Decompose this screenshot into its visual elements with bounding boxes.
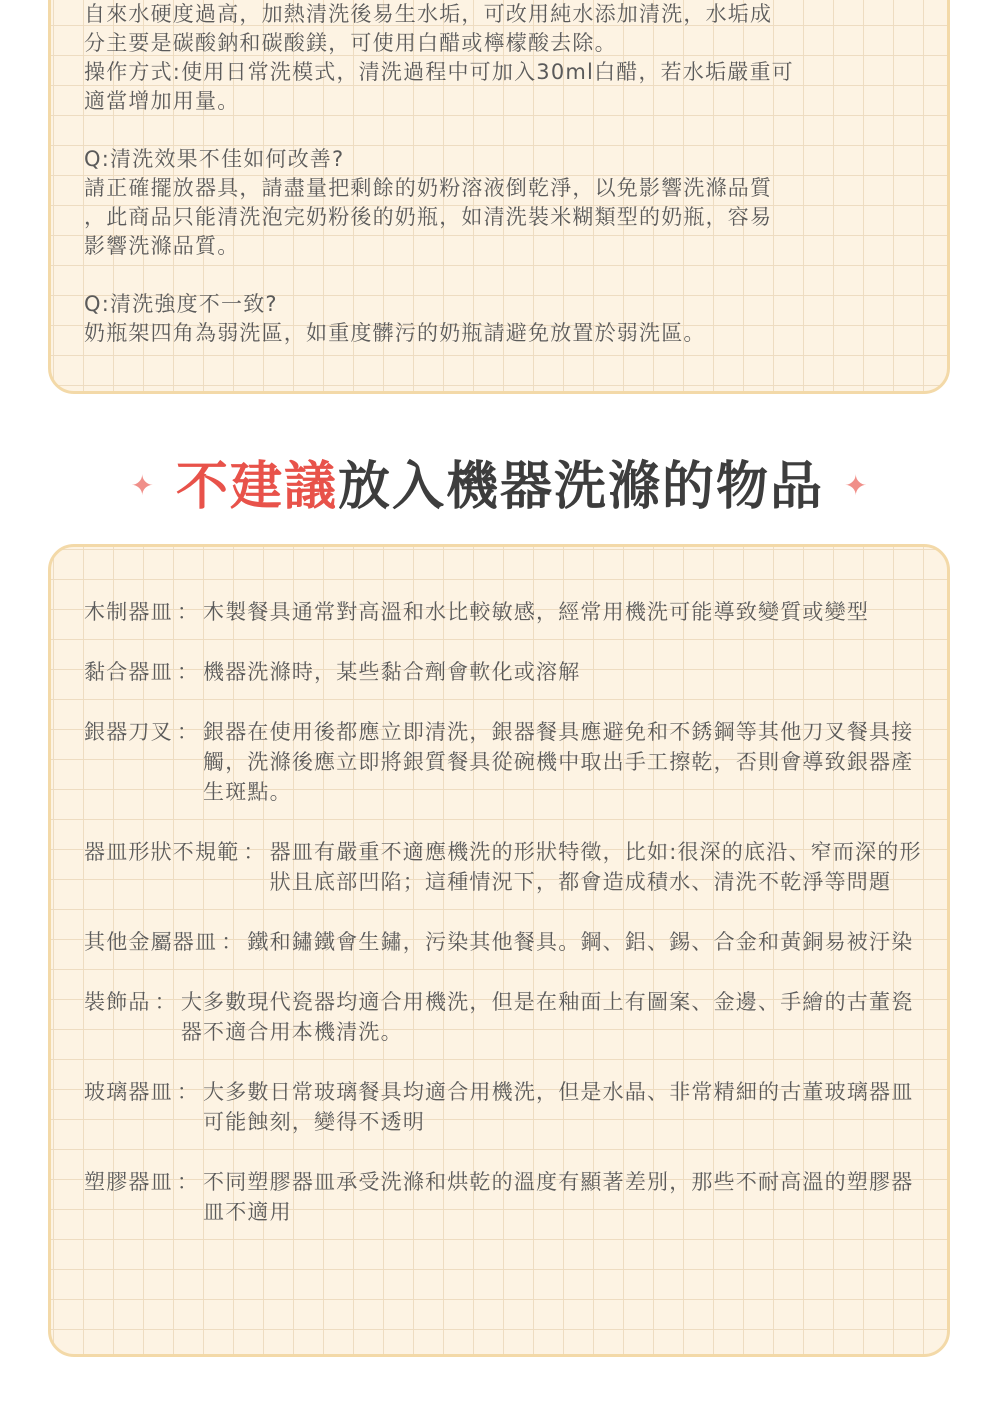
- item-label: 器皿形狀不規範: [84, 840, 240, 864]
- faq-line: 分主要是碳酸鈉和碳酸鎂，可使用白醋或檸檬酸去除。: [84, 31, 617, 55]
- list-item: [84, 597, 924, 627]
- item-description: 木製餐具通常對高溫和水比較敏感，經常用機洗可能導致變質或變型: [203, 600, 870, 624]
- item-description: 器皿有嚴重不適應機洗的形狀特徵，比如:很深的底沿、窄而深的形狀且底部凹陷；這種情況下，都會造成積水、清洗不乾淨等問題: [269, 840, 922, 894]
- item-description: 銀器在使用後都應立即清洗，銀器餐具應避免和不銹鋼等其他刀叉餐具接觸，洗滌後應立即將銀質餐具從碗機中取出手工擦乾，否則會導致銀器產生斑點。: [203, 720, 914, 804]
- sparkle-icon: ✦: [844, 469, 870, 502]
- item-label: 銀器刀叉: [84, 720, 173, 744]
- item-description: 大多數現代瓷器均適合用機洗，但是在釉面上有圖案、金邊、手繪的古董瓷器不適合用本機清洗。: [180, 990, 914, 1044]
- item-label: 裝飾品: [84, 990, 151, 1014]
- item-description: 不同塑膠器皿承受洗滌和烘乾的溫度有顯著差別，那些不耐高溫的塑膠器皿不適用: [203, 1170, 914, 1224]
- item-colon: ：: [221, 930, 244, 954]
- item-label: 其他金屬器皿: [84, 930, 218, 954]
- faq-line: 影響洗滌品質。: [84, 234, 240, 258]
- item-colon: ：: [176, 720, 200, 744]
- item-colon: ：: [154, 990, 177, 1014]
- faq-line: 自來水硬度過高，加熱清洗後易生水垢，可改用純水添加清洗，水垢成: [84, 2, 773, 26]
- list-item: [84, 837, 924, 897]
- list-item: [84, 657, 924, 687]
- faq-line: 適當增加用量。: [84, 89, 240, 113]
- heading-accent: 不建議: [175, 457, 338, 517]
- item-description: 鐵和鏽鐵會生鏽，污染其他餐具。鋼、鋁、錫、合金和黃銅易被汙染: [247, 930, 914, 954]
- item-label: 玻璃器皿: [84, 1080, 173, 1104]
- sparkle-icon: ✦: [130, 469, 156, 502]
- list-item: [84, 1077, 924, 1137]
- item-colon: ：: [176, 1080, 200, 1104]
- item-label: 塑膠器皿: [84, 1170, 173, 1194]
- section-heading: [0, 452, 1000, 525]
- items-panel: [48, 544, 950, 1357]
- faq-line: ，此商品只能清洗泡完奶粉後的奶瓶，如清洗裝米糊類型的奶瓶，容易: [84, 205, 773, 229]
- faq-line: 奶瓶架四角為弱洗區，如重度髒污的奶瓶請避免放置於弱洗區。: [84, 321, 706, 345]
- list-item: [84, 987, 924, 1047]
- faq-item-inconsistent: [84, 290, 924, 348]
- heading-text: 放入機器洗滌的物品: [338, 457, 825, 517]
- faq-item-poor-cleaning: [84, 145, 924, 261]
- item-label: 黏合器皿: [84, 660, 173, 684]
- item-description: 機器洗滌時，某些黏合劑會軟化或溶解: [203, 660, 581, 684]
- faq-panel: [48, 0, 950, 394]
- item-colon: ：: [176, 600, 200, 624]
- list-item: [84, 717, 924, 807]
- list-item: [84, 927, 924, 957]
- item-colon: ：: [176, 660, 200, 684]
- item-description: 大多數日常玻璃餐具均適合用機洗，但是水晶、非常精細的古董玻璃器皿可能蝕刻，變得不透明: [203, 1080, 914, 1134]
- item-colon: ：: [176, 1170, 200, 1194]
- item-label: 木制器皿: [84, 600, 173, 624]
- faq-line: 請正確擺放器具，請盡量把剩餘的奶粉溶液倒乾淨，以免影響洗滌品質: [84, 176, 773, 200]
- item-list: [84, 597, 924, 1257]
- item-colon: ：: [243, 840, 266, 864]
- faq-line: 操作方式:使用日常洗模式，清洗過程中可加入30ml白醋，若水垢嚴重可: [84, 60, 794, 84]
- list-item: [84, 1167, 924, 1227]
- faq-item-scale: [84, 0, 924, 116]
- faq-list: [84, 0, 924, 377]
- faq-question: Q:清洗強度不一致?: [84, 292, 278, 316]
- faq-question: Q:清洗效果不佳如何改善?: [84, 147, 345, 171]
